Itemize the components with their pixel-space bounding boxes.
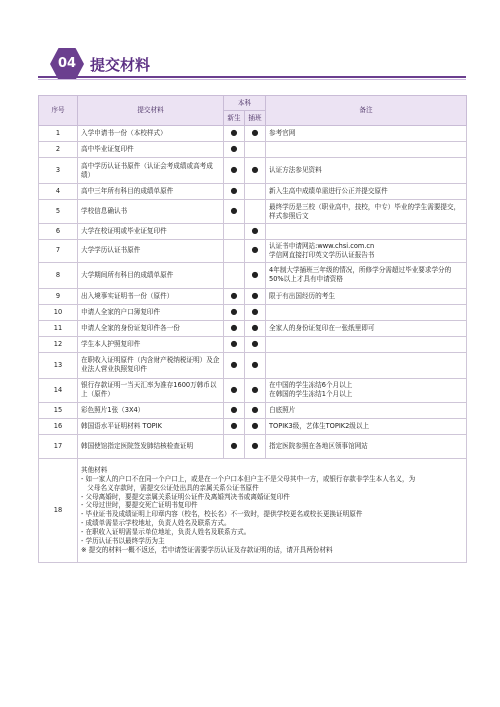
row-material: 韩国使馆指定医院签发肺结核检查证明	[78, 434, 224, 458]
table-row	[39, 158, 467, 184]
other-materials-line: 父母名义存款时，需提交公证处出具的亲属关系公证书原件	[81, 483, 259, 492]
row-new-mark: ●	[224, 184, 245, 200]
row-note: 认证书申请网站:www.chsi.com.cn 学信网直接打印英文学历认证报告书	[266, 240, 467, 263]
row-number: 12	[39, 336, 78, 352]
row-material: 出入境事实证明书一份（原件）	[78, 288, 224, 304]
row-note	[266, 304, 467, 320]
table-row	[39, 304, 467, 320]
row-transfer-mark: ●	[245, 224, 266, 240]
other-materials-line: - 成绩单需显示学校地址，负责人姓名及联系方式。	[81, 519, 231, 528]
row-transfer-mark: ●	[245, 126, 266, 142]
row-new-mark: ●	[224, 336, 245, 352]
table-row	[39, 262, 467, 288]
row-number: 7	[39, 240, 78, 263]
row-new-mark	[224, 262, 245, 288]
other-materials-line: - 父母过世时，要提交死亡证明书复印件	[81, 501, 198, 510]
row-material: 学生本人护照复印件	[78, 336, 224, 352]
row-number: 17	[39, 434, 78, 458]
header-material: 提交材料	[78, 96, 224, 126]
row-note	[266, 224, 467, 240]
row-number: 16	[39, 418, 78, 434]
row-transfer-mark: ●	[245, 262, 266, 288]
row-note	[266, 142, 467, 158]
materials-table	[38, 95, 467, 563]
row-new-mark: ●	[224, 304, 245, 320]
row-number: 13	[39, 352, 78, 378]
row-material: 银行存款证明一当天汇率为准存1600万韩币以上（原件）	[78, 378, 224, 402]
row-transfer-mark	[245, 200, 266, 224]
row-number: 15	[39, 402, 78, 418]
row-note: 限于有出国经历的考生	[266, 288, 467, 304]
other-materials-line: - 毕业证书及成绩证明上印章内容（校名，校长名）不一致时，提供学校更名或校长更换证明原件	[81, 510, 363, 519]
row-number: 3	[39, 158, 78, 184]
table-row	[39, 142, 467, 158]
row-new-mark: ●	[224, 158, 245, 184]
row-transfer-mark: ●	[245, 320, 266, 336]
row-transfer-mark: ●	[245, 336, 266, 352]
row-new-mark: ●	[224, 434, 245, 458]
header-new: 新生	[224, 111, 245, 126]
row-transfer-mark: ●	[245, 240, 266, 263]
row-new-mark: ●	[224, 200, 245, 224]
row-material: 大学期间所有科目的成绩单原件	[78, 262, 224, 288]
table-row	[39, 240, 467, 263]
row-note: TOPIK3级，艺体生TOPIK2级以上	[266, 418, 467, 434]
row-new-mark: ●	[224, 378, 245, 402]
table-row	[39, 378, 467, 402]
section-title: 提交材料	[90, 56, 151, 74]
row-transfer-mark: ●	[245, 352, 266, 378]
row-note	[266, 352, 467, 378]
row-material: 申请人全家的户口簿复印件	[78, 304, 224, 320]
row-number: 4	[39, 184, 78, 200]
row-transfer-mark	[245, 142, 266, 158]
row-number: 6	[39, 224, 78, 240]
table-row	[39, 352, 467, 378]
row-number: 8	[39, 262, 78, 288]
row-note: 4年制大学插班三年级的情况，所修学分需超过毕业要求学分的50%以上才具有申请资格	[266, 262, 467, 288]
row-material: 学校信息确认书	[78, 200, 224, 224]
table-row	[39, 126, 467, 142]
row-new-mark: ●	[224, 126, 245, 142]
row-note: 参考官网	[266, 126, 467, 142]
header-undergrad: 本科	[224, 96, 266, 111]
header-divider-thin	[38, 79, 466, 80]
row-material: 高中三年所有科目的成绩单原件	[78, 184, 224, 200]
row-note: 最终学历是三校（职业高中，技校，中专）毕业的学生需要提交，样式参照后文	[266, 200, 467, 224]
row-note: 新入生高中成绩单需进行公正并提交原件	[266, 184, 467, 200]
row-note: 指定医院参照在各地区领事馆网站	[266, 434, 467, 458]
other-materials-cell	[78, 458, 467, 562]
other-materials-line: - 学历认证书以最终学历为主	[81, 536, 165, 545]
row-material: 高中学历认证书原件（认证会考成绩或高考成绩）	[78, 158, 224, 184]
other-materials-line: - 父母离婚时，要提交亲属关系证明公证件及离婚判决书或离婚证复印件	[81, 492, 290, 501]
row-transfer-mark: ●	[245, 418, 266, 434]
row-note: 在中国的学生冻结6个月以上 在韩国的学生冻结1个月以上	[266, 378, 467, 402]
row-number: 2	[39, 142, 78, 158]
row-number: 1	[39, 126, 78, 142]
row-new-mark: ●	[224, 142, 245, 158]
row-new-mark: ●	[224, 418, 245, 434]
table-row	[39, 336, 467, 352]
row-material: 入学申请书一份（本校样式）	[78, 126, 224, 142]
row-transfer-mark: ●	[245, 304, 266, 320]
row-new-mark: ●	[224, 320, 245, 336]
other-materials-line: 其他材料	[81, 465, 108, 474]
row-transfer-mark	[245, 184, 266, 200]
row-material: 在职收入证明原件（内含财产税纳税证明）及企业法人营业执照复印件	[78, 352, 224, 378]
row-transfer-mark: ●	[245, 402, 266, 418]
header-note: 备注	[266, 96, 467, 126]
table-row	[39, 184, 467, 200]
row-note: 白底照片	[266, 402, 467, 418]
row-number: 18	[39, 458, 78, 562]
table-row	[39, 418, 467, 434]
row-material: 申请人全家的身份证复印件各一份	[78, 320, 224, 336]
row-transfer-mark: ●	[245, 434, 266, 458]
table-row	[39, 458, 467, 562]
row-number: 9	[39, 288, 78, 304]
row-material: 大学学历认证书原件	[78, 240, 224, 263]
table-row	[39, 320, 467, 336]
row-note: 认证方法参见资料	[266, 158, 467, 184]
row-material: 高中毕业证复印件	[78, 142, 224, 158]
header-divider	[38, 76, 466, 78]
other-materials-line: ※ 提交的材料一概不返还，若申请签证需要学历认证及存款证明的话，请开具两份材料	[81, 545, 333, 554]
row-number: 11	[39, 320, 78, 336]
table-row	[39, 288, 467, 304]
other-materials-line: - 在职收入证明需显示单位地址，负责人姓名及联系方式。	[81, 528, 251, 537]
row-number: 5	[39, 200, 78, 224]
table-row	[39, 402, 467, 418]
row-note	[266, 336, 467, 352]
row-number: 14	[39, 378, 78, 402]
row-transfer-mark: ●	[245, 158, 266, 184]
row-material: 彩色照片1张（3X4）	[78, 402, 224, 418]
row-transfer-mark: ●	[245, 288, 266, 304]
table-row	[39, 434, 467, 458]
section-number: 04	[57, 56, 77, 71]
row-note: 全家人的身份证复印在一张纸里即可	[266, 320, 467, 336]
row-new-mark: ●	[224, 402, 245, 418]
other-materials-line: - 如一家人的户口不在同一个户口上，或是在一个户口本但户主不是父母其中一方，或银行存款非学生本人名义，为	[81, 474, 416, 483]
row-new-mark	[224, 240, 245, 263]
row-material: 韩国语水平证明材料 TOPIK	[78, 418, 224, 434]
row-material: 大学在校证明或毕业证复印件	[78, 224, 224, 240]
row-number: 10	[39, 304, 78, 320]
row-new-mark: ●	[224, 288, 245, 304]
table-row	[39, 224, 467, 240]
header-transfer: 插班	[245, 111, 266, 126]
row-new-mark: ●	[224, 352, 245, 378]
header-no: 序号	[39, 96, 78, 126]
table-row	[39, 200, 467, 224]
row-transfer-mark: ●	[245, 378, 266, 402]
row-new-mark	[224, 224, 245, 240]
